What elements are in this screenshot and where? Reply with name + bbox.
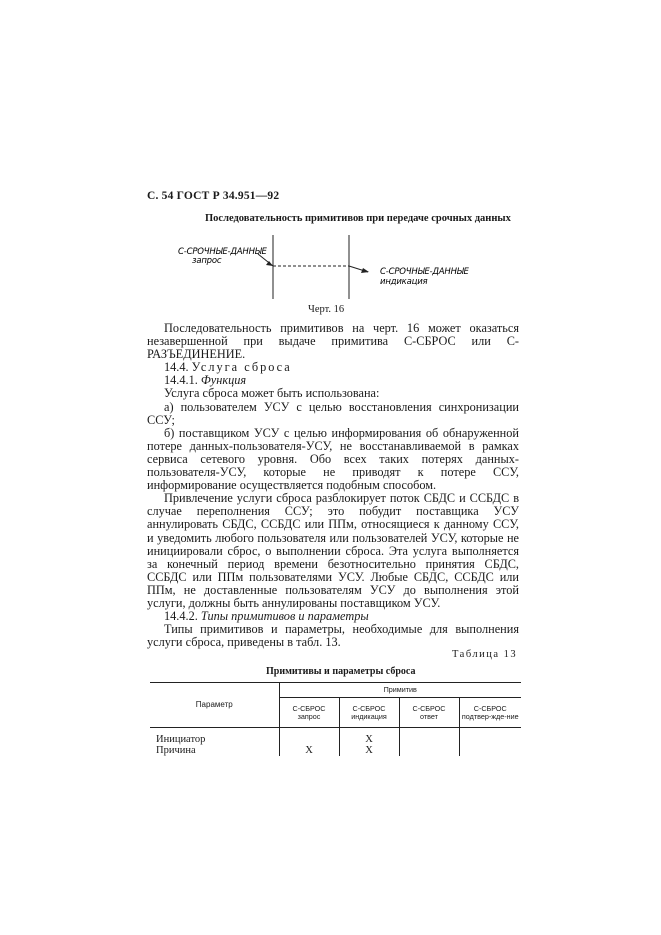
column-header — [339, 698, 399, 728]
column-header-line2: ответ — [420, 711, 438, 721]
section-number: 14.4.2. — [164, 609, 198, 624]
right-label-line2: индикация — [380, 277, 428, 287]
table-title: Примитивы и параметры сброса — [266, 666, 416, 677]
section-title: Функция — [200, 373, 247, 388]
table-cell — [279, 728, 339, 746]
body-text — [147, 322, 519, 649]
column-header-line1: С-СБРОС — [292, 703, 326, 713]
paragraph: Услуга сброса может быть использована: — [164, 386, 380, 401]
sequence-diagram — [170, 232, 510, 302]
page-header: С. 54 ГОСТ Р 34.951—92 — [147, 190, 280, 202]
column-header — [279, 698, 339, 728]
list-item-a: а) пользователем УСУ с целью восстановления синхронизации ССУ; — [147, 399, 519, 427]
table-cell — [459, 728, 521, 746]
section-title: Типы примитивов и параметры — [200, 609, 369, 624]
right-label-line1: С-СРОЧНЫЕ-ДАННЫЕ — [380, 267, 469, 277]
table-cell: X — [339, 745, 399, 756]
paragraph: Типы примитивов и параметры, необходимые для выполнения услуги сброса, приведены в табл. 13. — [147, 622, 519, 650]
reset-primitives-table — [150, 682, 521, 756]
column-header-line1: С-СБРОС — [352, 703, 386, 713]
column-header-line1: С-СБРОС — [412, 703, 446, 713]
paragraph: Последовательность примитивов на черт. 16 может оказаться незавершенной при выдаче примитива С-СБРОС или С-РАЗЪЕДИНЕНИЕ. — [147, 321, 519, 362]
section-number: 14.4.1. — [164, 373, 198, 388]
diagram-title: Последовательность примитивов при передаче срочных данных — [205, 213, 511, 224]
table-cell: X — [339, 728, 399, 746]
left-label-line1: С-СРОЧНЫЕ-ДАННЫЕ — [178, 247, 267, 257]
column-header-line2: подтвер-жде-ние — [461, 711, 519, 721]
column-header — [459, 698, 521, 728]
column-header-line2: запрос — [297, 711, 321, 721]
table-cell — [399, 745, 459, 756]
table-cell — [459, 745, 521, 756]
table-cell — [399, 728, 459, 746]
left-label-line2: запрос — [192, 256, 222, 266]
param-cell: Причина — [156, 745, 196, 756]
figure-caption: Черт. 16 — [308, 304, 345, 315]
column-header — [399, 698, 459, 728]
paragraph: Привлечение услуги сброса разблокирует поток СБДС и ССБДС в случае переполнения ССУ; это побудит поставщика УСУ аннулировать СБДС, ССБДС или ППм, относящиеся к данному ССУ, и уведомить любого пользователя или пользователей УСУ, которые не инициировали сброс, о выполнении сброса. Эта услуга выполняется за конечный период времени безотносительно принятия СБДС, ССБДС или ППм пользователями УСУ. Любые СБДС, ССБДС или ППм, не доставленные пользователям УСУ до выполнения этой услуги, должны быть аннулированы поставщиком УСУ. — [147, 491, 519, 610]
list-item-b: б) поставщиком УСУ с целью информирования об обнаруженной потере данных-пользователя-УСУ, не восстанавливаемой в рамках сервиса сетевого уровня. Обо всех таких потерях данных-пользователя-УСУ, которые не приводят к потере ССУ, информирование осуществляется подобным способом. — [147, 425, 519, 493]
param-header: Параметр — [150, 683, 279, 728]
section-title: Услуга сброса — [191, 360, 292, 375]
group-header: Примитив — [279, 683, 521, 698]
table-cell: X — [279, 745, 339, 756]
section-number: 14.4. — [164, 360, 189, 375]
column-header-line2: индикация — [351, 711, 387, 721]
column-header-line1: С-СБРОС — [473, 703, 507, 713]
table-number: Таблица 13 — [452, 649, 518, 660]
table-row — [150, 745, 521, 756]
param-cell: Инициатор — [156, 734, 206, 745]
table-row — [150, 728, 521, 746]
